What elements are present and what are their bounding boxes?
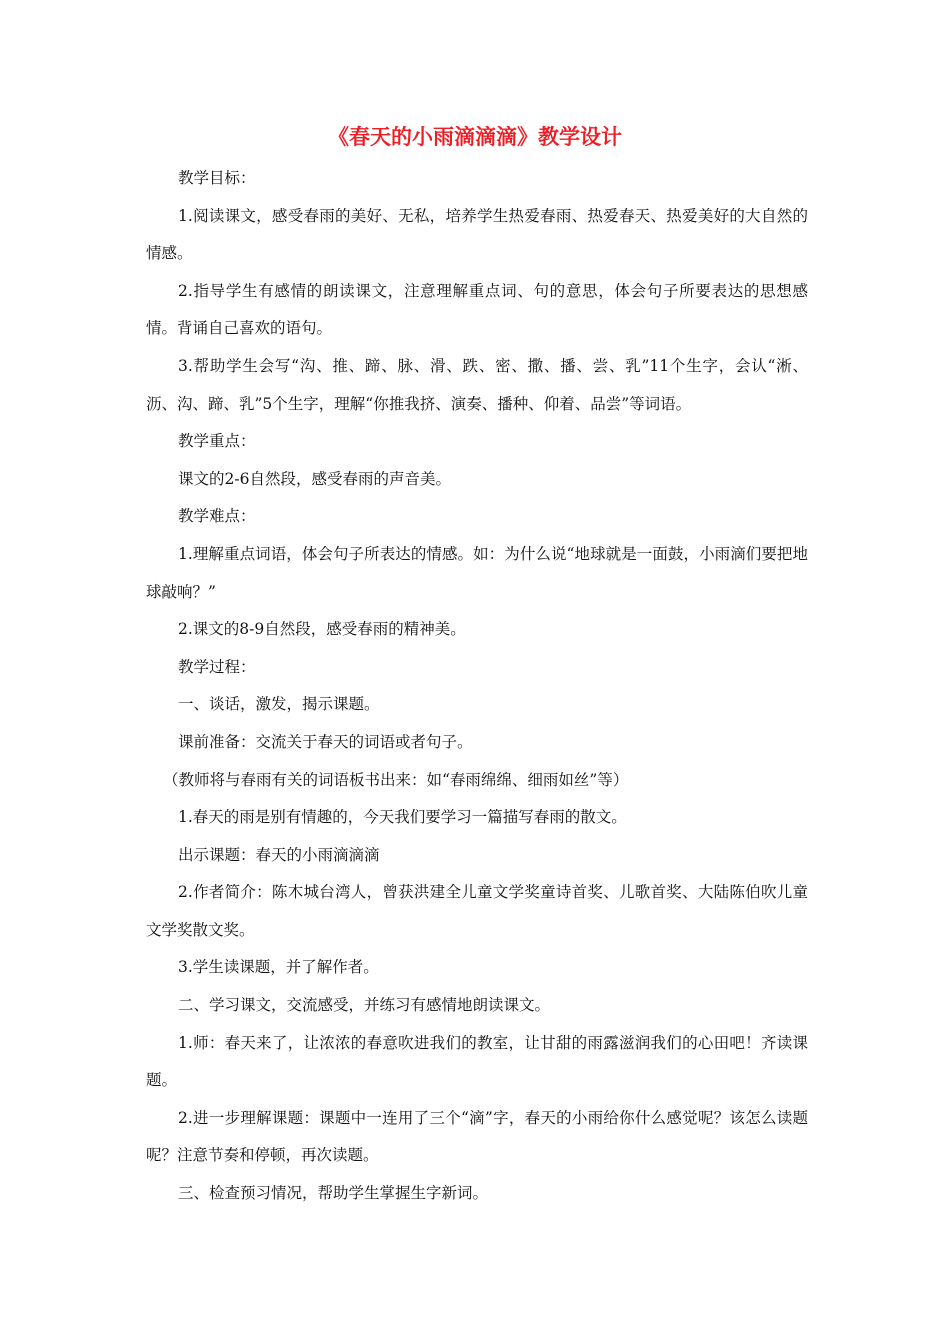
paragraph: 课前准备：交流关于春天的词语或者句子。: [178, 732, 473, 751]
document-body: [146, 160, 808, 1213]
paragraph: 1.阅读课文，感受春雨的美好、无私，培养学生热爱春雨、热爱春天、热爱美好的大自然的情感。: [146, 206, 808, 263]
paragraph: 出示课题：春天的小雨滴滴滴: [178, 845, 380, 864]
document-title: 《春天的小雨滴滴滴》教学设计: [328, 124, 622, 149]
section-heading-difficulties: 教学难点：: [178, 507, 256, 526]
paragraph: 二、学习课文，交流感受，并练习有感情地朗读课文。: [178, 996, 551, 1015]
paragraph: （教师将与春雨有关的词语板书出来：如“春雨绵绵、细雨如丝”等）: [163, 770, 629, 789]
paragraph: 2.作者简介：陈木城台湾人，曾获洪建全儿童文学奖童诗首奖、儿歌首奖、大陆陈伯吹儿童文学奖散文奖。: [146, 883, 808, 939]
paragraph: 1.理解重点词语，体会句子所表达的情感。如：为什么说“地球就是一面鼓，小雨滴们要把地球敲响？”: [146, 544, 808, 601]
paragraph: 三、检查预习情况，帮助学生掌握生字新词。: [178, 1184, 489, 1203]
paragraph: 1.春天的雨是别有情趣的，今天我们要学习一篇描写春雨的散文。: [178, 808, 627, 827]
section-heading-objectives: 教学目标：: [178, 169, 256, 187]
paragraph: 课文的2-6自然段，感受春雨的声音美。: [178, 469, 451, 488]
paragraph: 2.进一步理解课题：课题中一连用了三个“滴”字，春天的小雨给你什么感觉呢？该怎么读题呢？注意节奏和停顿，再次读题。: [146, 1108, 808, 1165]
paragraph: 1.师：春天来了，让浓浓的春意吹进我们的教室，让甘甜的雨露滋润我们的心田吧！齐读课题。: [146, 1033, 808, 1090]
section-heading-key-points: 教学重点：: [178, 432, 256, 451]
paragraph: 2.课文的8-9自然段，感受春雨的精神美。: [178, 620, 466, 639]
section-heading-process: 教学过程：: [178, 657, 256, 676]
paragraph: 3.帮助学生会写“沟、推、蹄、脉、滑、跌、密、撒、播、尝、乳”11个生字，会认“淅、沥、沟、蹄、乳”5个生字，理解“你推我挤、演奏、播种、仰着、品尝”等词语。: [146, 356, 808, 413]
paragraph: 一、谈话，激发，揭示课题。: [178, 695, 380, 714]
paragraph: 3.学生读课题，并了解作者。: [178, 958, 379, 977]
paragraph: 2.指导学生有感情的朗读课文，注意理解重点词、句的意思，体会句子所要表达的思想感情。背诵自己喜欢的语句。: [146, 281, 808, 338]
